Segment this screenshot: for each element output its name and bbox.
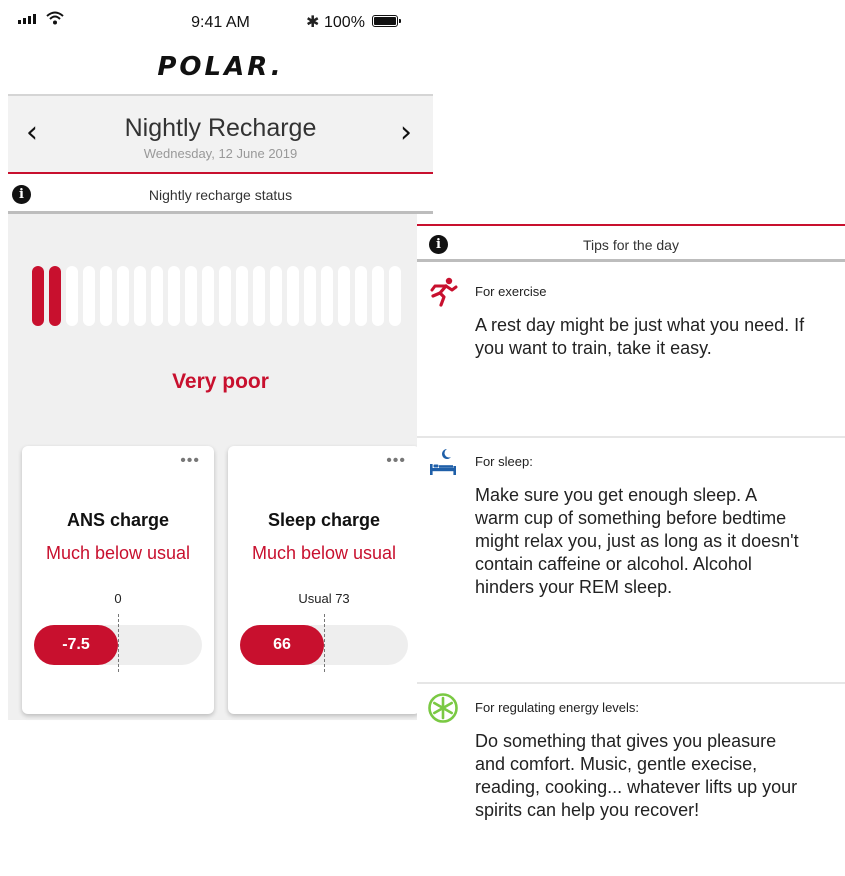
card-status: Much below usual	[45, 543, 191, 563]
gauge-segment	[185, 266, 197, 326]
gauge-segment-active	[49, 266, 61, 326]
gauge-segment	[253, 266, 265, 326]
reference-line	[324, 614, 325, 672]
tip-text: Do something that gives you pleasure and comfort. Music, gentle execise, reading, cooking... whatever lifts up your spirits can help you recover!	[475, 731, 798, 820]
ans-charge-card	[22, 446, 214, 714]
chevron-right-icon[interactable]: ›	[400, 115, 412, 150]
card-title: ANS charge	[66, 510, 170, 530]
bluetooth-icon: ✱	[306, 14, 320, 31]
gauge-segment	[202, 266, 214, 326]
tip-sleep	[417, 438, 845, 682]
gauge-segment	[168, 266, 180, 326]
sleep-charge-card	[228, 446, 420, 714]
tip-energy	[417, 684, 845, 876]
gauge-segment-active	[32, 266, 44, 326]
battery-percent: 100%	[324, 14, 365, 31]
gauge-segment	[236, 266, 248, 326]
more-dots-icon[interactable]: •••	[386, 452, 406, 469]
gauge-segment	[134, 266, 146, 326]
gauge-segment	[219, 266, 231, 326]
tip-text: Make sure you get enough sleep. A warm cup of something before bedtime might relax you, just as long as it doesn't contain caffeine or alcohol. Alcohol hinders your REM sleep.	[475, 485, 799, 597]
sleep-bed-icon	[427, 446, 459, 478]
tips-panel	[417, 224, 845, 876]
chevron-left-icon[interactable]: ‹	[26, 115, 38, 150]
recharge-status-bar	[8, 176, 433, 214]
gauge-segment	[100, 266, 112, 326]
info-icon[interactable]: i	[12, 185, 31, 204]
reference-label: Usual 73	[298, 591, 350, 606]
running-icon	[427, 276, 459, 308]
logo-text: POLAR.	[157, 52, 284, 82]
info-icon[interactable]: i	[429, 235, 448, 254]
reference-label: 0	[114, 591, 122, 606]
date-navigator	[8, 94, 433, 174]
gauge-segment	[338, 266, 350, 326]
tip-category: For exercise	[475, 284, 547, 299]
tip-text: A rest day might be just what you need. If you want to train, take it easy.	[475, 315, 805, 358]
tip-category: For regulating energy levels:	[475, 700, 640, 715]
gauge-segment	[287, 266, 299, 326]
card-title: Sleep charge	[267, 510, 381, 530]
more-dots-icon[interactable]: •••	[180, 452, 200, 469]
gauge-segment	[355, 266, 367, 326]
reference-line	[118, 614, 119, 672]
page-title: Nightly Recharge	[124, 114, 317, 142]
gauge-segment	[83, 266, 95, 326]
value-pill: -7.5	[34, 625, 118, 665]
value-pill: 66	[240, 625, 324, 665]
gauge-segment	[321, 266, 333, 326]
gauge-segment	[304, 266, 316, 326]
gauge-segment	[117, 266, 129, 326]
gauge-segment	[151, 266, 163, 326]
status-bar	[8, 0, 433, 44]
clock: 9:41 AM	[191, 14, 250, 31]
energy-asterisk-icon	[427, 692, 459, 724]
tip-exercise	[417, 268, 845, 436]
tip-category: For sleep:	[475, 454, 533, 469]
recharge-status-label: Nightly recharge status	[148, 187, 293, 203]
gauge-segment	[372, 266, 384, 326]
tips-header-label: Tips for the day	[583, 237, 679, 253]
gauge-segment	[66, 266, 78, 326]
gauge-segment	[270, 266, 282, 326]
recharge-panel	[8, 214, 417, 720]
card-status: Much below usual	[251, 543, 397, 563]
recharge-verdict: Very poor	[172, 370, 269, 393]
page-date: Wednesday, 12 June 2019	[143, 146, 298, 161]
battery-icon	[372, 15, 398, 27]
tips-header	[417, 224, 845, 262]
polar-logo	[8, 52, 433, 82]
gauge-segment	[389, 266, 401, 326]
recharge-gauge	[32, 266, 401, 326]
